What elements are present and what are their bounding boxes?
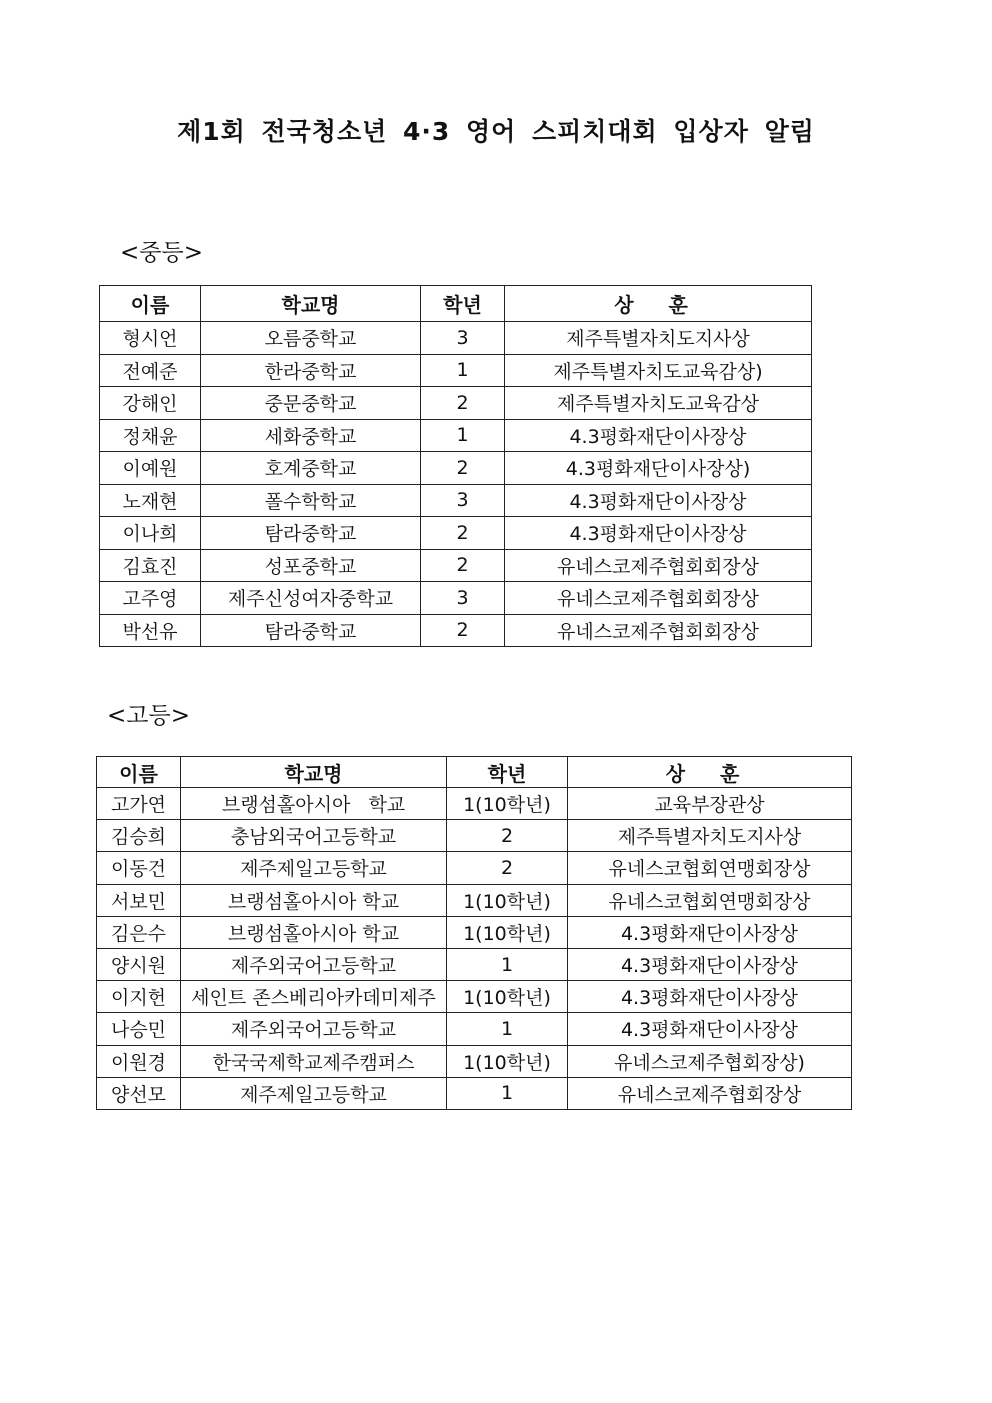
table-row (97, 884, 852, 916)
cell-school: 브랭섬홀아시아 학교 (181, 884, 447, 916)
middle-school-table (99, 285, 812, 647)
cell-grade: 1(10학년) (447, 916, 568, 948)
cell-name: 노재현 (100, 484, 201, 517)
header-school: 학교명 (201, 286, 421, 322)
table-row (97, 820, 852, 852)
cell-name: 정채윤 (100, 419, 201, 452)
header-school: 학교명 (181, 757, 447, 788)
section-label-middle: <중등> (120, 240, 203, 266)
cell-grade: 1 (447, 1013, 568, 1045)
cell-award: 유네스코제주협회회장상 (505, 582, 812, 615)
cell-school: 브랭섬홀아시아 학교 (181, 788, 447, 820)
table-row (100, 452, 812, 485)
cell-name: 이나희 (100, 517, 201, 550)
cell-grade: 1 (421, 419, 505, 452)
cell-award: 유네스코제주협회회장상 (505, 614, 812, 647)
section-label-high: <고등> (107, 703, 190, 729)
cell-name: 김은수 (97, 916, 181, 948)
cell-award: 제주특별자치도지사상 (505, 322, 812, 355)
cell-award: 유네스코협회연맹회장상 (568, 884, 852, 916)
cell-school: 탐라중학교 (201, 614, 421, 647)
cell-award: 4.3평화재단이사장상 (568, 981, 852, 1013)
header-name: 이름 (97, 757, 181, 788)
header-award: 상 훈 (505, 286, 812, 322)
cell-grade: 2 (421, 614, 505, 647)
cell-school: 성포중학교 (201, 549, 421, 582)
cell-award: 제주특별자치도지사상 (568, 820, 852, 852)
cell-grade: 1(10학년) (447, 981, 568, 1013)
table-row (100, 322, 812, 355)
table-row (97, 916, 852, 948)
table-row (100, 419, 812, 452)
cell-school: 폴수학학교 (201, 484, 421, 517)
high-table-body (97, 788, 852, 1110)
cell-award: 유네스코제주협회장상 (568, 1077, 852, 1109)
cell-award: 4.3평화재단이사장상 (568, 916, 852, 948)
cell-award: 유네스코제주협회장상) (568, 1045, 852, 1077)
cell-school: 제주외국어고등학교 (181, 948, 447, 980)
cell-award: 제주특별자치도교육감상 (505, 387, 812, 420)
cell-school: 한라중학교 (201, 354, 421, 387)
cell-grade: 2 (447, 820, 568, 852)
cell-school: 호계중학교 (201, 452, 421, 485)
cell-school: 제주외국어고등학교 (181, 1013, 447, 1045)
header-grade: 학년 (447, 757, 568, 788)
page-title: 제1회 전국청소년 4·3 영어 스피치대회 입상자 알림 (177, 117, 815, 146)
cell-grade: 3 (421, 582, 505, 615)
high-school-table (96, 756, 852, 1110)
table-row (100, 484, 812, 517)
table-header-row (100, 286, 812, 322)
cell-grade: 3 (421, 484, 505, 517)
middle-table-body (100, 322, 812, 647)
header-name: 이름 (100, 286, 201, 322)
cell-name: 김승희 (97, 820, 181, 852)
table-row (97, 948, 852, 980)
table-row (100, 549, 812, 582)
cell-grade: 1(10학년) (447, 788, 568, 820)
cell-school: 탐라중학교 (201, 517, 421, 550)
cell-grade: 2 (447, 852, 568, 884)
table-row (100, 354, 812, 387)
cell-award: 유네스코협회연맹회장상 (568, 852, 852, 884)
table-row (100, 517, 812, 550)
cell-school: 한국국제학교제주캠퍼스 (181, 1045, 447, 1077)
cell-name: 형시언 (100, 322, 201, 355)
table-row (100, 582, 812, 615)
cell-name: 이동건 (97, 852, 181, 884)
table-row (97, 788, 852, 820)
cell-award: 유네스코제주협회회장상 (505, 549, 812, 582)
cell-school: 세인트 존스베리아카데미제주 (181, 981, 447, 1013)
cell-name: 고가연 (97, 788, 181, 820)
cell-grade: 3 (421, 322, 505, 355)
cell-name: 고주영 (100, 582, 201, 615)
table-row (100, 614, 812, 647)
cell-name: 나승민 (97, 1013, 181, 1045)
cell-grade: 2 (421, 387, 505, 420)
cell-school: 브랭섬홀아시아 학교 (181, 916, 447, 948)
cell-school: 제주제일고등학교 (181, 1077, 447, 1109)
cell-name: 강해인 (100, 387, 201, 420)
cell-name: 양선모 (97, 1077, 181, 1109)
cell-name: 전예준 (100, 354, 201, 387)
table-row (97, 852, 852, 884)
cell-name: 박선유 (100, 614, 201, 647)
cell-school: 세화중학교 (201, 419, 421, 452)
cell-grade: 1 (447, 1077, 568, 1109)
cell-grade: 1 (447, 948, 568, 980)
cell-award: 4.3평화재단이사장상 (568, 948, 852, 980)
table-header-row (97, 757, 852, 788)
table-row (97, 1077, 852, 1109)
cell-name: 이지헌 (97, 981, 181, 1013)
cell-award: 4.3평화재단이사장상 (568, 1013, 852, 1045)
cell-grade: 1(10학년) (447, 884, 568, 916)
cell-school: 충남외국어고등학교 (181, 820, 447, 852)
header-grade: 학년 (421, 286, 505, 322)
cell-name: 이예원 (100, 452, 201, 485)
cell-award: 4.3평화재단이사장상 (505, 517, 812, 550)
cell-name: 서보민 (97, 884, 181, 916)
cell-award: 4.3평화재단이사장상 (505, 484, 812, 517)
cell-name: 양시원 (97, 948, 181, 980)
table-row (100, 387, 812, 420)
table-row (97, 1045, 852, 1077)
table-row (97, 1013, 852, 1045)
table-row (97, 981, 852, 1013)
cell-name: 이원경 (97, 1045, 181, 1077)
cell-school: 오름중학교 (201, 322, 421, 355)
cell-award: 제주특별자치도교육감상) (505, 354, 812, 387)
cell-grade: 2 (421, 517, 505, 550)
cell-grade: 2 (421, 452, 505, 485)
cell-name: 김효진 (100, 549, 201, 582)
header-award: 상 훈 (568, 757, 852, 788)
cell-school: 중문중학교 (201, 387, 421, 420)
cell-award: 4.3평화재단이사장상) (505, 452, 812, 485)
cell-grade: 1(10학년) (447, 1045, 568, 1077)
cell-award: 교육부장관상 (568, 788, 852, 820)
cell-grade: 1 (421, 354, 505, 387)
cell-school: 제주제일고등학교 (181, 852, 447, 884)
cell-school: 제주신성여자중학교 (201, 582, 421, 615)
cell-grade: 2 (421, 549, 505, 582)
cell-award: 4.3평화재단이사장상 (505, 419, 812, 452)
